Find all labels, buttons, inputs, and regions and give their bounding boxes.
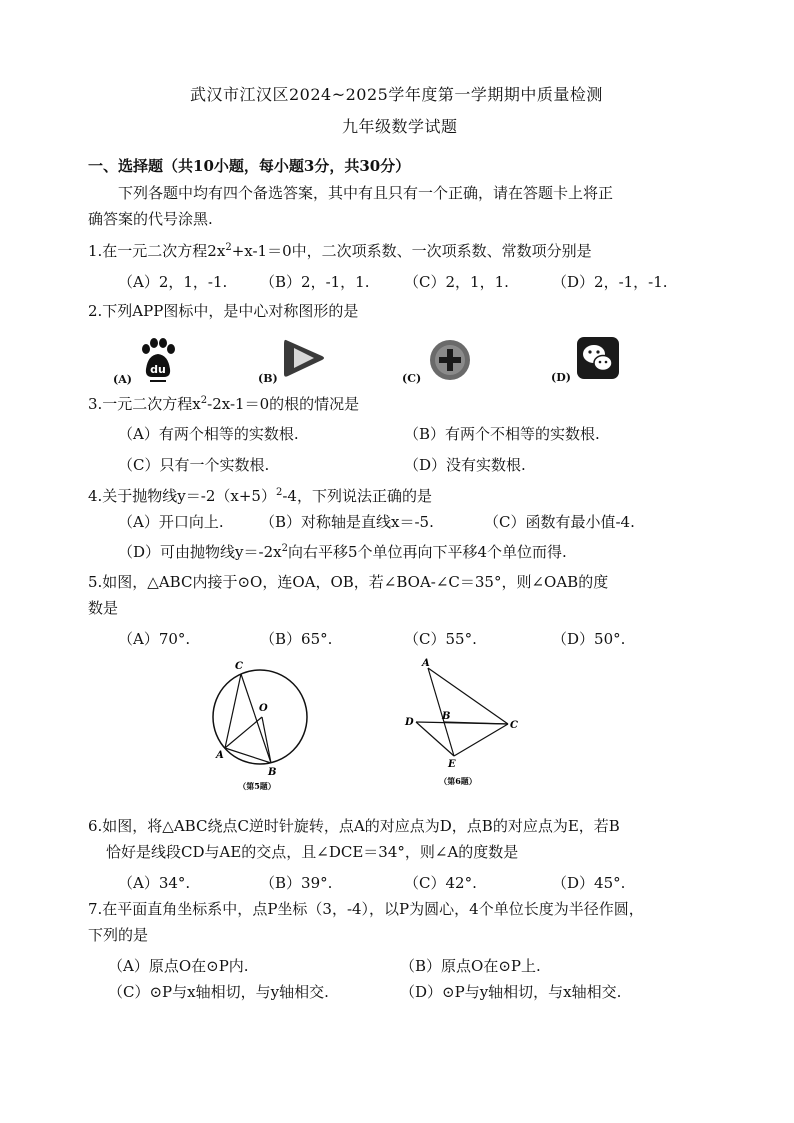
figure-question-5 [205,655,325,795]
paw-app-icon [138,337,178,385]
figure-5-label-o: O [259,703,268,714]
exam-subtitle: 九年级数学试题 [342,117,458,136]
svg-text:du: du [150,363,166,376]
question-5-option-b: （B）65°. [260,630,333,648]
question-6-option-c: （C）42°. [404,874,477,892]
figure-5-label-b: B [268,767,277,778]
question-5-stem-line-2: 数是 [88,599,119,617]
question-7-stem-line-2: 下列的是 [88,926,149,944]
question-2-label-c: (C) [402,372,422,385]
exam-title: 武汉市江汉区2024~2025学年度第一学期期中质量检测 [190,85,603,104]
question-3-option-b: （B）有两个不相等的实数根. [404,425,600,443]
question-5-option-d: （D）50°. [552,630,626,648]
figure-6-label-d: D [405,717,414,728]
figure-5-caption: （第5题） [238,781,276,791]
question-4-option-b: （B）对称轴是直线x＝-5. [260,513,434,531]
figure-5-label-c: C [235,661,243,672]
question-1-option-b: （B）2，-1，1. [260,273,370,291]
figure-6-label-e: E [448,759,456,770]
question-5-stem-line-1: 5.如图，△ABC内接于⊙O，连OA，OB，若∠BOA-∠C＝35°，则∠OAB的度 [88,573,609,591]
question-3-option-d: （D）没有实数根. [404,456,526,474]
question-2-label-b: (B) [258,372,278,385]
plus-circle-app-icon [428,338,472,382]
question-4-stem: 4.关于抛物线$y=-2(x+5)^2-4$，下列说法正确的是 [88,487,432,505]
figure-6-label-c: C [510,720,518,731]
question-7-stem-line-1: 7.在平面直角坐标系中，点P坐标（3，-4），以P为圆心，4个单位长度为半径作圆， [88,900,644,918]
question-6-stem-line-2: 恰好是线段CD与AE的交点，且∠DCE＝34°，则∠A的度数是 [106,843,519,861]
instruction-line-1: 下列各题中均有四个备选答案，其中有且只有一个正确，请在答题卡上将正 [118,184,614,202]
instruction-line-2: 确答案的代号涂黑. [88,210,213,228]
question-3-option-a: （A）有两个相等的实数根. [118,425,299,443]
question-1-option-a: （A）2，1，-1. [118,273,228,291]
figure-5-label-a: A [216,750,224,761]
question-7-option-d: （D）⊙P与y轴相切，与x轴相交. [400,983,622,1001]
play-app-icon [280,336,330,380]
question-5-option-c: （C）55°. [404,630,477,648]
question-2-label-d: (D) [551,371,571,384]
question-7-option-c: （C）⊙P与x轴相切，与y轴相交. [108,983,329,1001]
question-6-stem-line-1: 6.如图，将△ABC绕点C逆时针旋转，点A的对应点为D，点B的对应点为E，若B [88,817,620,835]
figure-6-label-a: A [422,658,430,669]
question-4-option-c: （C）函数有最小值-4. [484,513,635,531]
question-5-option-a: （A）70°. [118,630,191,648]
section-heading: 一、选择题（共10小题，每小题3分，共30分） [88,157,411,175]
question-6-option-b: （B）39°. [260,874,333,892]
chat-app-icon [576,336,620,380]
question-4-option-d: （D）可由抛物线$y=-2x^2$向右平移5个单位再向下平移4个单位而得. [118,543,567,561]
question-7-option-a: （A）原点O在⊙P内. [108,957,249,975]
question-7-option-b: （B）原点O在⊙P上. [400,957,541,975]
figure-6-caption: （第6题） [439,776,477,786]
question-6-option-a: （A）34°. [118,874,191,892]
question-6-option-d: （D）45°. [552,874,626,892]
question-1-option-c: （C）2，1，1. [404,273,509,291]
figure-question-6 [400,656,530,791]
question-3-stem: 3.一元二次方程$x^2-2x-1=0$的根的情况是 [88,395,360,413]
figure-6-label-b: B [442,711,451,722]
question-2-label-a: (A) [113,373,132,386]
question-2-stem: 2.下列APP图标中，是中心对称图形的是 [88,302,359,320]
question-4-option-a: （A）开口向上. [118,513,224,531]
question-1-stem: 1.在一元二次方程$2x^2+x-1=0$中，二次项系数、一次项系数、常数项分别是 [88,242,592,260]
question-1-option-d: （D）2，-1，-1. [552,273,668,291]
question-3-option-c: （C）只有一个实数根. [118,456,270,474]
